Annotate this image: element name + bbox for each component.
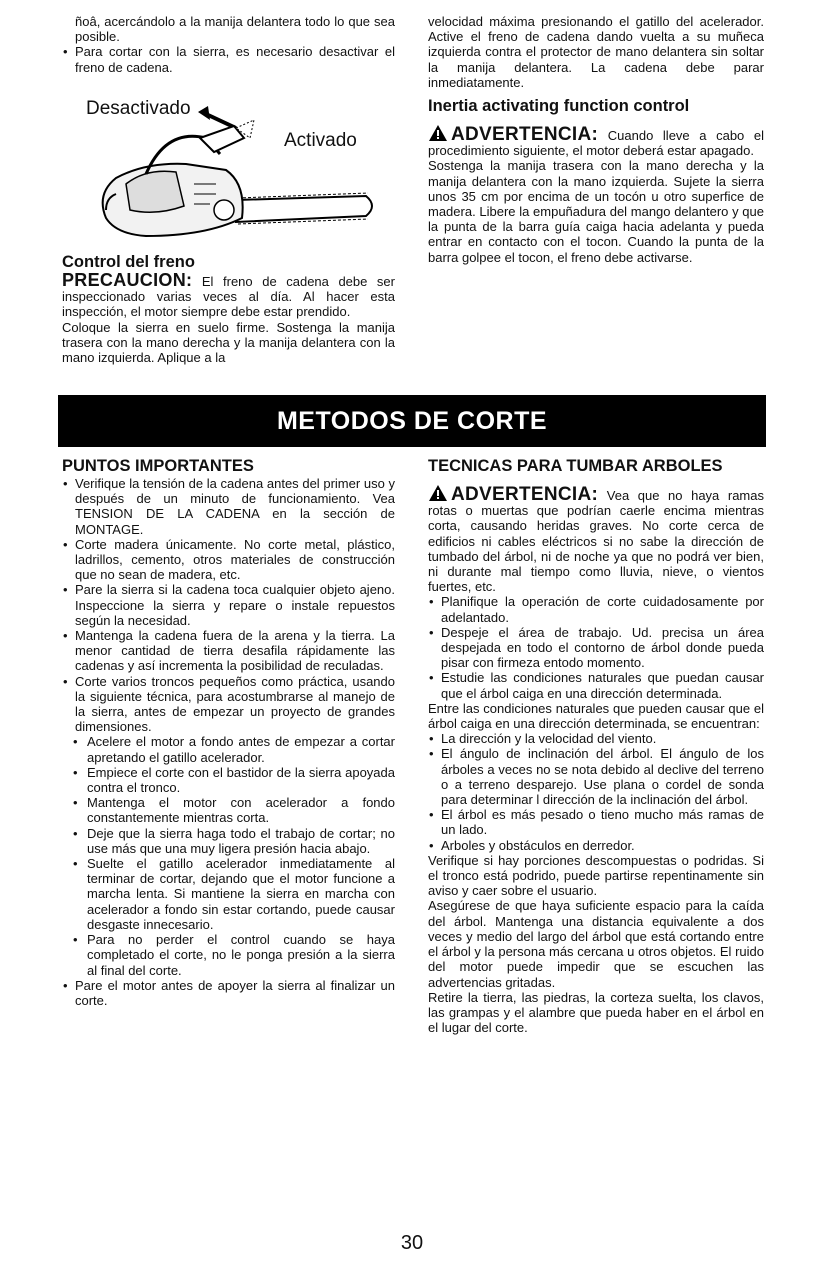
left-top-block: [62, 14, 395, 75]
section-heading: PUNTOS IMPORTANTES: [62, 457, 254, 475]
sub-bullet-item: • Mantenga el motor con acelerador a fondo constantemente mientras corta.: [62, 795, 395, 825]
bullet-item: • Verifique la tensión de la cadena antes del primer uso y después de un minuto de funcionamiento. Vea TENSION DE LA CADENA en la sección de MONTAGE.: [62, 476, 395, 537]
caution-text: El freno de cadena debe ser inspeccionado varias veces al día. Al hacer esta inspección, el motor siempre debe estar prendido.: [62, 274, 395, 320]
control-freno-section: [62, 252, 395, 365]
bullet-item: • El árbol es más pesado o tieno mucho más ramas de un lado.: [428, 807, 764, 837]
chain-brake-figure: [86, 98, 386, 248]
puntos-importantes-section: [62, 456, 395, 1008]
page-number: 30: [400, 1232, 424, 1254]
bullet-item: • Mantenga la cadena fuera de la arena y la tierra. La menor cantidad de tierra desafila rápidamente las cadenas y así incrementa la posibilidad de reculadas.: [62, 628, 395, 674]
bullet-item: • Corte varios troncos pequeños como práctica, usando la siguiente técnica, para acostumbrarse al manejo de la sierra, antes de empezar un proyecto de grandes dimensiones.: [62, 674, 395, 735]
caution-label: PRECAUCION:: [62, 270, 193, 290]
paragraph: Verifique si hay porciones descompuestas o podridas. Si el tronco está podrido, puede partirse repentinamente sin aviso y caer sobre el usuario.: [428, 852, 764, 899]
sub-bullet-item: • Suelte el gatillo acelerador inmediatamente al terminar de cortar, dejando que el motor funcione a marcha lenta. Si mantiene la sierra en marcha con acelerador a fondo sin estar cortando, puede causar desgaste innecesario.: [62, 856, 395, 932]
arrow-icon: [198, 106, 236, 128]
label-desactivado: Desactivado: [86, 98, 191, 119]
bullet-item: • Para cortar con la sierra, es necesario desactivar el freno de cadena.: [62, 44, 395, 74]
bullet-item: • Pare el motor antes de apoyer la sierra al finalizar un corte.: [62, 978, 395, 1008]
bullet-item: • Pare la sierra si la cadena toca cualquier objeto ajeno. Inspeccione la sierra y repare o instale repuestos según la necesidad.: [62, 582, 395, 628]
bullet-item: • El ángulo de inclinación del árbol. El ángulo de los árboles a veces no se nota debido al declive del terreno o a terreno desparejo. Use plana o cordel de sonda para determinar l dirección de la inclinación del árbol.: [428, 746, 764, 807]
bullet-item: • Estudie las condiciones naturales que puedan causar que el árbol caiga en una dirección determinada.: [428, 670, 764, 700]
label-activado: Activado: [284, 130, 357, 151]
warning-label: ADVERTENCIA:: [428, 124, 598, 145]
bullet-item: • La dirección y la velocidad del viento.: [428, 731, 764, 746]
chainsaw-illustration: [86, 98, 386, 248]
paragraph: Coloque la sierra en suelo firme. Sostenga la manija trasera con la mano derecha y la manija delantera con la mano izquierda. Aplique a la: [62, 319, 395, 366]
warning-label: ADVERTENCIA:: [428, 484, 598, 505]
warning-paragraph: [428, 124, 764, 158]
bullet-item: • Arboles y obstáculos en derredor.: [428, 838, 764, 853]
warning-text: Cuando lleve a cabo el procedimiento siguiente, el motor deberá estar apagado.: [428, 128, 764, 159]
continued-text: ñoâ, acercándolo a la manija delantera todo lo que sea posible.: [75, 14, 395, 45]
sub-bullet-item: • Empiece el corte con el bastidor de la sierra apoyada contra el tronco.: [62, 765, 395, 795]
bullet-item: • Planifique la operación de corte cuidadosamente por adelantado.: [428, 594, 764, 624]
paragraph: Asegúrese de que haya suficiente espacio para la caída del árbol. Mantenga una distancia equivalente a dos veces y medio del largo del árbol que está cortando entre el árbol y la persona más cercana u otros objetos. El ruido del motor puede impedir que se escuchen las advertencias gritadas.: [428, 898, 764, 990]
bullet-item: • Despeje el área de trabajo. Ud. precisa un área despejada en todo el contorno de árbol donde pueda pisar con firmeza entodo momento.: [428, 625, 764, 671]
warning-triangle-icon: [428, 124, 448, 142]
continued-text: velocidad máxima presionando el gatillo del acelerador. Active el freno de cadena dando vuelta a su muñeca izquierda contra el protector de mano delantera sin soltar la manija delantera. La cadena debe parar inmediatamente.: [428, 14, 764, 90]
paragraph: Retire la tierra, las piedras, la corteza suelta, los clavos, las grampas y el alambre que pueda haber en el árbol en el lugar del corte.: [428, 989, 764, 1036]
warning-paragraph: [428, 484, 764, 594]
section-heading: Inertia activating function control: [428, 97, 690, 116]
warning-triangle-icon: [428, 484, 448, 502]
section-heading: TECNICAS PARA TUMBAR ARBOLES: [428, 457, 723, 475]
sub-bullet-item: • Deje que la sierra haga todo el trabajo de cortar; no use más que una muy ligera presión hacia abajo.: [62, 826, 395, 856]
bullet-item: • Corte madera únicamente. No corte metal, plástico, ladrillos, cemento, otros materiales de construcción que no sean de madera, etc.: [62, 537, 395, 583]
sub-bullet-item: • Acelere el motor a fondo antes de empezar a cortar apretando el gatillo acelerador.: [62, 734, 395, 764]
section-heading: Control del freno: [62, 253, 195, 271]
tecnicas-section: [428, 456, 764, 1035]
caution-paragraph: [62, 270, 395, 320]
paragraph: Sostenga la manija trasera con la mano derecha y la manija delantera con la mano izquierda. Sujete la sierra unos 35 cm por encima de un tocón u otro superfice de madera. Libere la empuñadura del mango delantero y que la punta de la barra guía caiga hacia adelanta y pueda entrar en contacto con el tocon. Cuando la punta de la barra golpee el tocon, el freno debe activarse.: [428, 158, 764, 265]
paragraph: Entre las condiciones naturales que pueden causar que el árbol caiga en una dirección determinada, se encuentran:: [428, 700, 764, 732]
warning-text: Vea que no haya ramas rotas o muertas que podrían caerle encima mientras corta, causando heridas graves. No corte cerca de edificios ni cables eléctricos si no sabe la dirección de tumbado del árbol, ni de noche ya que no podrá ver bien, ni durante mal tiempo como lluvia, nieve, o vientos fuertes, etc.: [428, 488, 764, 595]
section-banner: METODOS DE CORTE: [58, 395, 766, 447]
right-top-block: [428, 14, 764, 265]
sub-bullet-item: • Para no perder el control cuando se haya completado el corte, no le ponga presión a la sierra al final del corte.: [62, 932, 395, 978]
